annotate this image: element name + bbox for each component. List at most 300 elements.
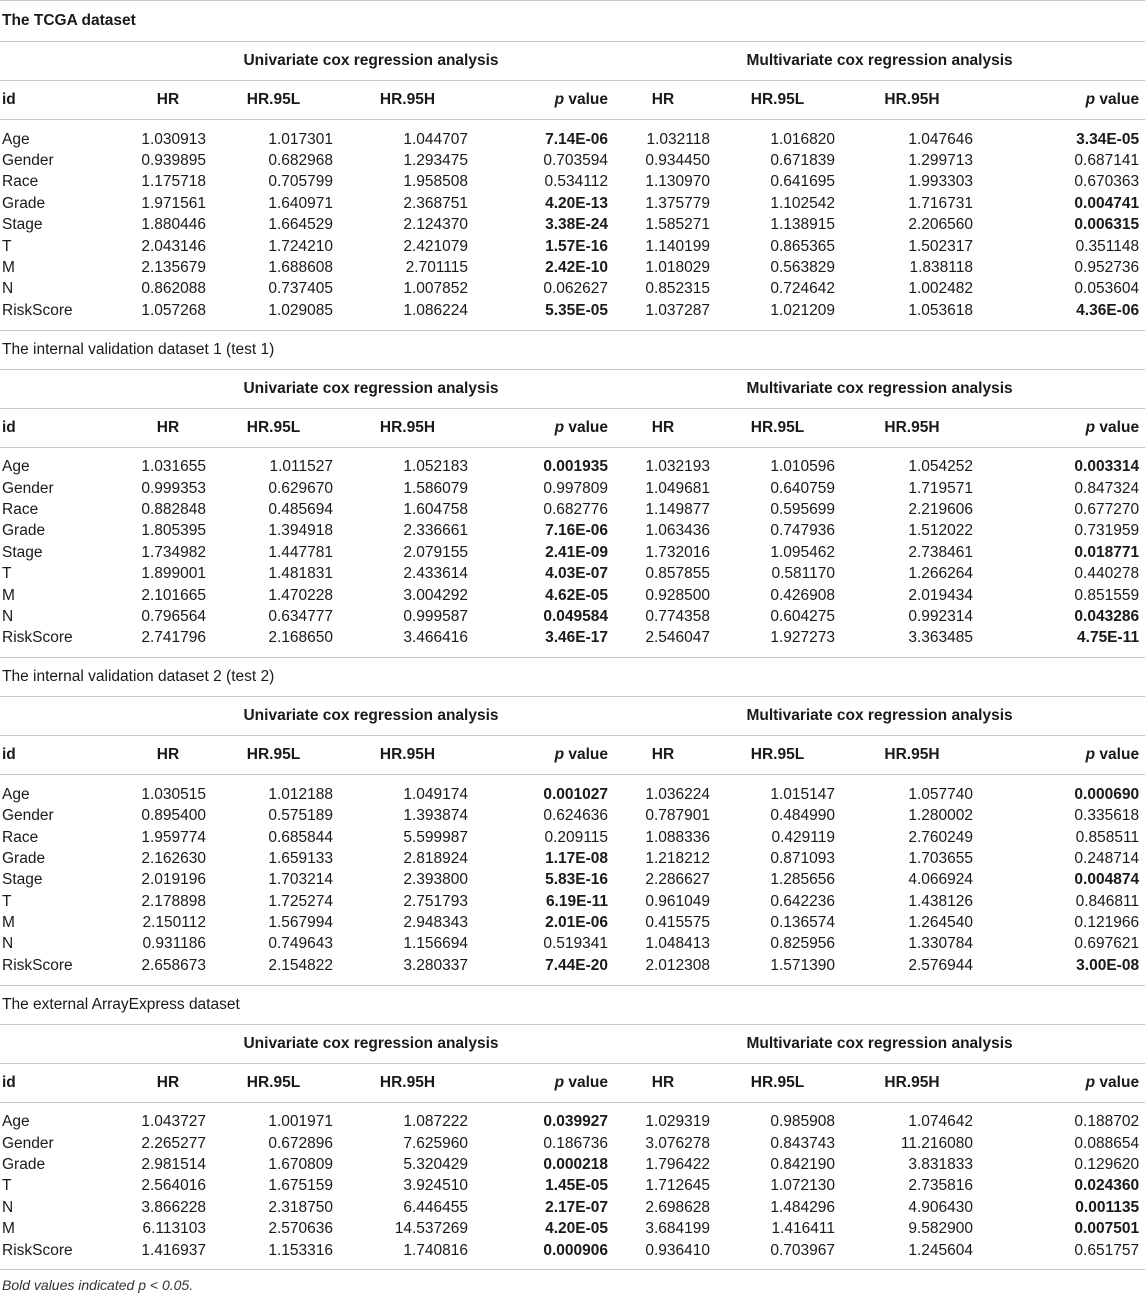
- uni-value: 1.899001: [141, 565, 206, 583]
- analysis-group-header: [0, 42, 1145, 81]
- multi-p-value: 0.731959: [1074, 522, 1140, 540]
- col-header-multi-hr95l: HR.95L: [712, 408, 843, 447]
- uni-p-value: 4.20E-13: [545, 194, 608, 212]
- multi-value: 1.280002: [908, 807, 973, 825]
- uni-value: 1.293475: [403, 152, 468, 170]
- blank-cell: [0, 42, 128, 81]
- multi-value: 2.206560: [908, 216, 973, 234]
- p-value-text: value: [564, 418, 608, 436]
- p-value-text: value: [1095, 1073, 1140, 1091]
- col-header-multi-pvalue: [981, 408, 1145, 447]
- table-row: [0, 1133, 1145, 1154]
- p-value-text: value: [564, 746, 608, 764]
- table-row: [0, 606, 1145, 627]
- multi-value: 1.138915: [770, 216, 835, 234]
- uni-p-value: 0.186736: [543, 1134, 608, 1152]
- uni-value: 3.004292: [403, 586, 468, 604]
- table-row: [0, 120, 1145, 151]
- col-header-uni-hr: HR: [128, 408, 208, 447]
- uni-value: 3.280337: [403, 956, 468, 974]
- multi-value: 1.021209: [770, 301, 835, 319]
- uni-value: 6.446455: [403, 1198, 468, 1216]
- multi-p-value: 0.043286: [1074, 607, 1140, 625]
- multi-value: 1.016820: [770, 130, 835, 148]
- multi-value: 2.219606: [908, 500, 973, 518]
- uni-value: 1.030515: [141, 785, 206, 803]
- row-id: M: [2, 914, 15, 932]
- uni-p-value: 0.682776: [543, 500, 608, 518]
- table-row: [0, 891, 1145, 912]
- p-italic: p: [1085, 1073, 1096, 1091]
- multi-value: 1.245604: [908, 1241, 973, 1259]
- multi-p-value: 4.36E-06: [1076, 301, 1140, 319]
- multi-p-value: 0.004741: [1074, 194, 1140, 212]
- col-header-multi-hr95h: HR.95H: [843, 736, 981, 775]
- table-row: [0, 193, 1145, 214]
- uni-value: 1.416937: [141, 1241, 206, 1259]
- row-id: Gender: [2, 479, 54, 497]
- multi-value: 1.712645: [645, 1177, 710, 1195]
- col-header-uni-hr95h: HR.95H: [339, 736, 476, 775]
- uni-value: 1.703214: [268, 871, 333, 889]
- uni-p-value: 2.41E-09: [545, 543, 608, 561]
- multi-p-value: 3.00E-08: [1076, 956, 1140, 974]
- multi-p-value: 0.188702: [1074, 1113, 1140, 1131]
- row-id: Grade: [2, 849, 46, 867]
- uni-value: 1.030913: [141, 130, 206, 148]
- multi-value: 1.032118: [646, 130, 710, 148]
- multi-value: 2.760249: [908, 828, 973, 846]
- multi-value: 3.831833: [908, 1156, 973, 1174]
- multi-p-value: 4.75E-11: [1077, 629, 1140, 647]
- uni-p-value: 3.38E-24: [545, 216, 608, 234]
- multi-p-value: 0.053604: [1074, 280, 1140, 298]
- multi-value: 1.299713: [908, 152, 973, 170]
- uni-value: 3.466416: [403, 629, 468, 647]
- uni-value: 1.447781: [268, 543, 333, 561]
- multi-value: 0.934450: [645, 152, 710, 170]
- uni-value: 2.124370: [403, 216, 468, 234]
- multi-value: 0.415575: [645, 914, 710, 932]
- uni-value: 1.087222: [403, 1113, 468, 1131]
- uni-value: 1.971561: [141, 194, 206, 212]
- row-id: Age: [2, 785, 30, 803]
- multi-value: 1.703655: [908, 849, 973, 867]
- multi-value: 0.641695: [770, 173, 835, 191]
- table-row: [0, 236, 1145, 257]
- uni-value: 0.485694: [268, 500, 333, 518]
- uni-p-value: 4.03E-07: [545, 565, 608, 583]
- row-id: Race: [2, 500, 39, 518]
- row-id: Gender: [2, 807, 54, 825]
- table-row: [0, 1240, 1145, 1269]
- multi-value: 0.136574: [770, 914, 835, 932]
- multi-value: 0.843743: [770, 1134, 835, 1152]
- uni-value: 1.470228: [268, 586, 333, 604]
- multi-value: 1.047646: [908, 130, 973, 148]
- uni-value: 2.818924: [403, 849, 468, 867]
- row-id: N: [2, 935, 14, 953]
- uni-value: 2.318750: [268, 1198, 333, 1216]
- col-header-multi-hr95h: HR.95H: [843, 1063, 981, 1102]
- col-header-multi-hr: HR: [614, 736, 712, 775]
- multi-value: 1.018029: [645, 259, 710, 277]
- uni-p-value: 0.062627: [543, 280, 608, 298]
- uni-value: 1.740816: [403, 1241, 468, 1259]
- multi-value: 1.072130: [770, 1177, 835, 1195]
- multi-value: 1.032193: [645, 458, 710, 476]
- uni-p-value: 7.14E-06: [545, 130, 608, 148]
- uni-p-value: 7.44E-20: [545, 956, 608, 974]
- col-header-uni-pvalue: [476, 408, 614, 447]
- multi-value: 1.585271: [645, 216, 710, 234]
- uni-value: 2.981514: [141, 1156, 206, 1174]
- uni-value: 0.796564: [141, 607, 206, 625]
- uni-value: 2.393800: [403, 871, 468, 889]
- row-id: N: [2, 1198, 14, 1216]
- multi-value: 3.076278: [645, 1134, 710, 1152]
- multi-p-value: 0.088654: [1074, 1134, 1140, 1152]
- blank-cell: [0, 1024, 128, 1063]
- uni-value: 2.079155: [403, 543, 468, 561]
- row-id: Stage: [2, 216, 43, 234]
- multi-value: 1.049681: [645, 479, 710, 497]
- uni-value: 14.537269: [394, 1220, 468, 1238]
- multi-value: 0.787901: [645, 807, 710, 825]
- uni-p-value: 0.703594: [543, 152, 608, 170]
- multi-value: 1.993303: [908, 173, 973, 191]
- multi-p-value: 0.000690: [1074, 785, 1140, 803]
- multivariate-group-label: Multivariate cox regression analysis: [614, 1024, 1145, 1063]
- multi-p-value: 0.006315: [1074, 216, 1140, 234]
- multi-value: 1.015147: [770, 785, 835, 803]
- multi-value: 0.581170: [771, 565, 835, 583]
- multi-p-value: 0.129620: [1074, 1156, 1140, 1174]
- table-row: [0, 1197, 1145, 1218]
- multi-value: 0.429119: [771, 828, 835, 846]
- col-header-multi-hr95l: HR.95L: [712, 81, 843, 120]
- analysis-group-header: [0, 697, 1145, 736]
- uni-value: 0.672896: [268, 1134, 333, 1152]
- multi-value: 1.149877: [645, 500, 710, 518]
- multi-value: 1.218212: [645, 849, 710, 867]
- uni-value: 2.168650: [268, 629, 333, 647]
- uni-value: 2.043146: [141, 237, 206, 255]
- multi-value: 4.906430: [908, 1198, 973, 1216]
- row-id: Race: [2, 173, 39, 191]
- multi-value: 0.852315: [645, 280, 710, 298]
- uni-value: 1.567994: [268, 914, 333, 932]
- col-header-uni-hr95h: HR.95H: [339, 1063, 476, 1102]
- multi-value: 2.576944: [908, 956, 973, 974]
- row-id: Race: [2, 828, 39, 846]
- uni-p-value: 0.997809: [543, 479, 608, 497]
- multi-value: 0.936410: [645, 1241, 710, 1259]
- uni-value: 1.664529: [268, 216, 333, 234]
- row-id: Grade: [2, 194, 46, 212]
- uni-value: 5.320429: [403, 1156, 468, 1174]
- multi-value: 1.484296: [770, 1198, 835, 1216]
- multi-value: 11.216080: [900, 1134, 973, 1152]
- multi-p-value: 0.121966: [1074, 914, 1140, 932]
- p-italic: p: [554, 1073, 565, 1091]
- p-italic: p: [554, 746, 565, 764]
- table-row: [0, 827, 1145, 848]
- multi-value: 1.037287: [645, 301, 710, 319]
- table-row: [0, 775, 1145, 806]
- row-id: N: [2, 607, 14, 625]
- multi-value: 1.053618: [908, 301, 973, 319]
- multi-value: 1.130970: [645, 173, 710, 191]
- uni-value: 2.421079: [403, 237, 468, 255]
- uni-value: 0.999587: [403, 607, 468, 625]
- table-row: [0, 1219, 1145, 1240]
- section-title-row: [0, 658, 1145, 697]
- table-row: [0, 585, 1145, 606]
- multi-value: 1.416411: [771, 1220, 835, 1238]
- uni-value: 2.368751: [403, 194, 468, 212]
- uni-value: 1.011527: [269, 458, 333, 476]
- col-header-uni-hr95l: HR.95L: [208, 408, 339, 447]
- uni-value: 2.154822: [268, 956, 333, 974]
- uni-p-value: 6.19E-11: [545, 892, 608, 910]
- uni-value: 0.682968: [268, 152, 333, 170]
- uni-value: 1.057268: [141, 301, 206, 319]
- uni-value: 1.394918: [268, 522, 333, 540]
- uni-value: 1.031655: [141, 458, 206, 476]
- uni-value: 1.481831: [268, 565, 333, 583]
- col-header-uni-hr95h: HR.95H: [339, 81, 476, 120]
- multi-p-value: 0.351148: [1075, 237, 1140, 255]
- col-header-uni-hr: HR: [128, 736, 208, 775]
- uni-value: 1.805395: [141, 522, 206, 540]
- uni-value: 0.749643: [268, 935, 333, 953]
- multi-p-value: 0.697621: [1074, 935, 1140, 953]
- uni-value: 0.705799: [268, 173, 333, 191]
- row-id: T: [2, 892, 12, 910]
- multi-value: 2.012308: [645, 956, 710, 974]
- multi-p-value: 0.024360: [1074, 1177, 1140, 1195]
- multi-value: 3.363485: [908, 629, 973, 647]
- col-header-id: id: [0, 81, 128, 120]
- uni-p-value: 0.209115: [544, 828, 608, 846]
- uni-value: 1.688608: [268, 259, 333, 277]
- analysis-group-header: [0, 369, 1145, 408]
- column-header-row: [0, 1063, 1145, 1102]
- table-row: [0, 257, 1145, 278]
- blank-cell: [0, 697, 128, 736]
- multi-value: 1.010596: [770, 458, 835, 476]
- uni-value: 1.153316: [268, 1241, 333, 1259]
- multi-value: 1.057740: [908, 785, 973, 803]
- uni-value: 2.162630: [141, 849, 206, 867]
- univariate-group-label: Univariate cox regression analysis: [128, 42, 614, 81]
- multi-value: 0.961049: [645, 892, 710, 910]
- multivariate-group-label: Multivariate cox regression analysis: [614, 697, 1145, 736]
- col-header-uni-pvalue: [476, 81, 614, 120]
- multi-value: 0.747936: [770, 522, 835, 540]
- multi-value: 1.838118: [909, 259, 973, 277]
- uni-value: 0.895400: [141, 807, 206, 825]
- table-row: [0, 912, 1145, 933]
- multi-value: 1.716731: [908, 194, 973, 212]
- row-id: RiskScore: [2, 301, 73, 319]
- uni-value: 2.570636: [268, 1220, 333, 1238]
- univariate-group-label: Univariate cox regression analysis: [128, 369, 614, 408]
- uni-p-value: 0.001027: [543, 785, 608, 803]
- multi-value: 1.264540: [908, 914, 973, 932]
- section-title-row: [0, 985, 1145, 1024]
- multi-value: 1.036224: [645, 785, 710, 803]
- table-row: [0, 563, 1145, 584]
- multi-value: 1.285656: [770, 871, 835, 889]
- multi-value: 0.703967: [770, 1241, 835, 1259]
- p-value-text: value: [1095, 746, 1140, 764]
- uni-value: 1.049174: [403, 785, 468, 803]
- uni-value: 2.564016: [141, 1177, 206, 1195]
- uni-value: 1.001971: [268, 1113, 333, 1131]
- multi-p-value: 0.677270: [1074, 500, 1140, 518]
- multi-value: 1.927273: [770, 629, 835, 647]
- multi-value: 2.698628: [645, 1198, 710, 1216]
- multivariate-group-label: Multivariate cox regression analysis: [614, 42, 1145, 81]
- uni-value: 3.924510: [403, 1177, 468, 1195]
- section-title: The internal validation dataset 2 (test 2): [0, 658, 1145, 697]
- col-header-uni-hr: HR: [128, 1063, 208, 1102]
- uni-p-value: 4.20E-05: [545, 1220, 608, 1238]
- row-id: Grade: [2, 1156, 46, 1174]
- table-row: [0, 1102, 1145, 1133]
- row-id: Stage: [2, 543, 43, 561]
- uni-value: 1.640971: [268, 194, 333, 212]
- multi-p-value: 0.248714: [1074, 849, 1140, 867]
- multi-value: 1.719571: [908, 479, 973, 497]
- p-italic: p: [1085, 746, 1096, 764]
- uni-value: 0.862088: [141, 280, 206, 298]
- multi-value: 1.029319: [645, 1113, 710, 1131]
- table-row: [0, 499, 1145, 520]
- uni-p-value: 0.519341: [543, 935, 608, 953]
- table-row: [0, 848, 1145, 869]
- uni-p-value: 7.16E-06: [545, 522, 608, 540]
- multi-value: 2.546047: [645, 629, 710, 647]
- uni-value: 6.113103: [142, 1220, 206, 1238]
- uni-value: 1.043727: [141, 1113, 206, 1131]
- multi-value: 0.595699: [770, 500, 835, 518]
- uni-value: 2.658673: [141, 956, 206, 974]
- multi-value: 0.671839: [770, 152, 835, 170]
- multi-value: 0.724642: [770, 280, 835, 298]
- multi-value: 1.266264: [908, 565, 973, 583]
- uni-value: 1.659133: [268, 849, 333, 867]
- multi-value: 1.095462: [770, 543, 835, 561]
- uni-value: 2.336661: [403, 522, 468, 540]
- multi-value: 2.286627: [645, 871, 710, 889]
- row-id: T: [2, 565, 12, 583]
- p-value-text: value: [1095, 418, 1140, 436]
- uni-value: 1.725274: [268, 892, 333, 910]
- multi-value: 0.842190: [770, 1156, 835, 1174]
- uni-value: 0.999353: [141, 479, 206, 497]
- multi-p-value: 0.018771: [1074, 543, 1140, 561]
- multi-value: 2.738461: [908, 543, 973, 561]
- uni-value: 2.948343: [403, 914, 468, 932]
- col-header-multi-hr95l: HR.95L: [712, 1063, 843, 1102]
- multi-value: 1.048413: [645, 935, 710, 953]
- col-header-id: id: [0, 408, 128, 447]
- table-row: [0, 300, 1145, 330]
- multi-value: 9.582900: [908, 1220, 973, 1238]
- uni-p-value: 4.62E-05: [545, 586, 608, 604]
- multi-p-value: 0.001135: [1075, 1198, 1140, 1216]
- multi-p-value: 0.007501: [1074, 1220, 1140, 1238]
- uni-value: 2.101665: [141, 586, 206, 604]
- uni-p-value: 2.42E-10: [545, 259, 608, 277]
- col-header-multi-hr: HR: [614, 81, 712, 120]
- uni-value: 0.931186: [142, 935, 206, 953]
- uni-value: 1.156694: [403, 935, 468, 953]
- multi-value: 1.512022: [908, 522, 973, 540]
- p-italic: p: [554, 91, 565, 108]
- uni-p-value: 0.049584: [543, 607, 608, 625]
- uni-value: 1.017301: [268, 130, 333, 148]
- p-italic: p: [1085, 418, 1096, 436]
- row-id: Age: [2, 130, 30, 148]
- multi-value: 1.002482: [908, 280, 973, 298]
- uni-value: 2.265277: [141, 1134, 206, 1152]
- col-header-uni-hr95l: HR.95L: [208, 81, 339, 120]
- uni-value: 3.866228: [141, 1198, 206, 1216]
- row-id: Gender: [2, 152, 54, 170]
- multi-value: 0.871093: [770, 849, 835, 867]
- multi-value: 1.796422: [645, 1156, 710, 1174]
- row-id: RiskScore: [2, 629, 73, 647]
- uni-p-value: 5.35E-05: [545, 301, 608, 319]
- multi-p-value: 0.004874: [1074, 871, 1140, 889]
- uni-value: 2.433614: [403, 565, 468, 583]
- table-row: [0, 1176, 1145, 1197]
- row-id: M: [2, 1220, 15, 1238]
- uni-value: 2.751793: [403, 892, 468, 910]
- multi-value: 1.438126: [908, 892, 973, 910]
- table-row: [0, 934, 1145, 955]
- uni-p-value: 0.624636: [543, 807, 608, 825]
- multi-p-value: 0.651757: [1074, 1241, 1140, 1259]
- col-header-uni-hr: HR: [128, 81, 208, 120]
- uni-value: 1.175718: [141, 173, 206, 191]
- row-id: Age: [2, 458, 30, 476]
- uni-value: 1.086224: [403, 301, 468, 319]
- multi-value: 0.640759: [770, 479, 835, 497]
- row-id: Stage: [2, 871, 43, 889]
- uni-value: 0.575189: [268, 807, 333, 825]
- multi-p-value: 0.440278: [1074, 565, 1140, 583]
- uni-p-value: 1.45E-05: [545, 1177, 608, 1195]
- row-id: Age: [2, 1113, 30, 1131]
- multi-value: 2.019434: [908, 586, 973, 604]
- multi-value: 1.375779: [645, 194, 710, 212]
- row-id: RiskScore: [2, 1241, 73, 1259]
- multi-value: 4.066924: [908, 871, 973, 889]
- row-id: M: [2, 586, 15, 604]
- blank-cell: [0, 369, 128, 408]
- multi-p-value: 0.952736: [1074, 259, 1140, 277]
- uni-value: 2.150112: [142, 914, 206, 932]
- multi-p-value: 0.847324: [1074, 479, 1140, 497]
- table-row: [0, 955, 1145, 985]
- uni-p-value: 0.000218: [543, 1156, 608, 1174]
- table-row: [0, 870, 1145, 891]
